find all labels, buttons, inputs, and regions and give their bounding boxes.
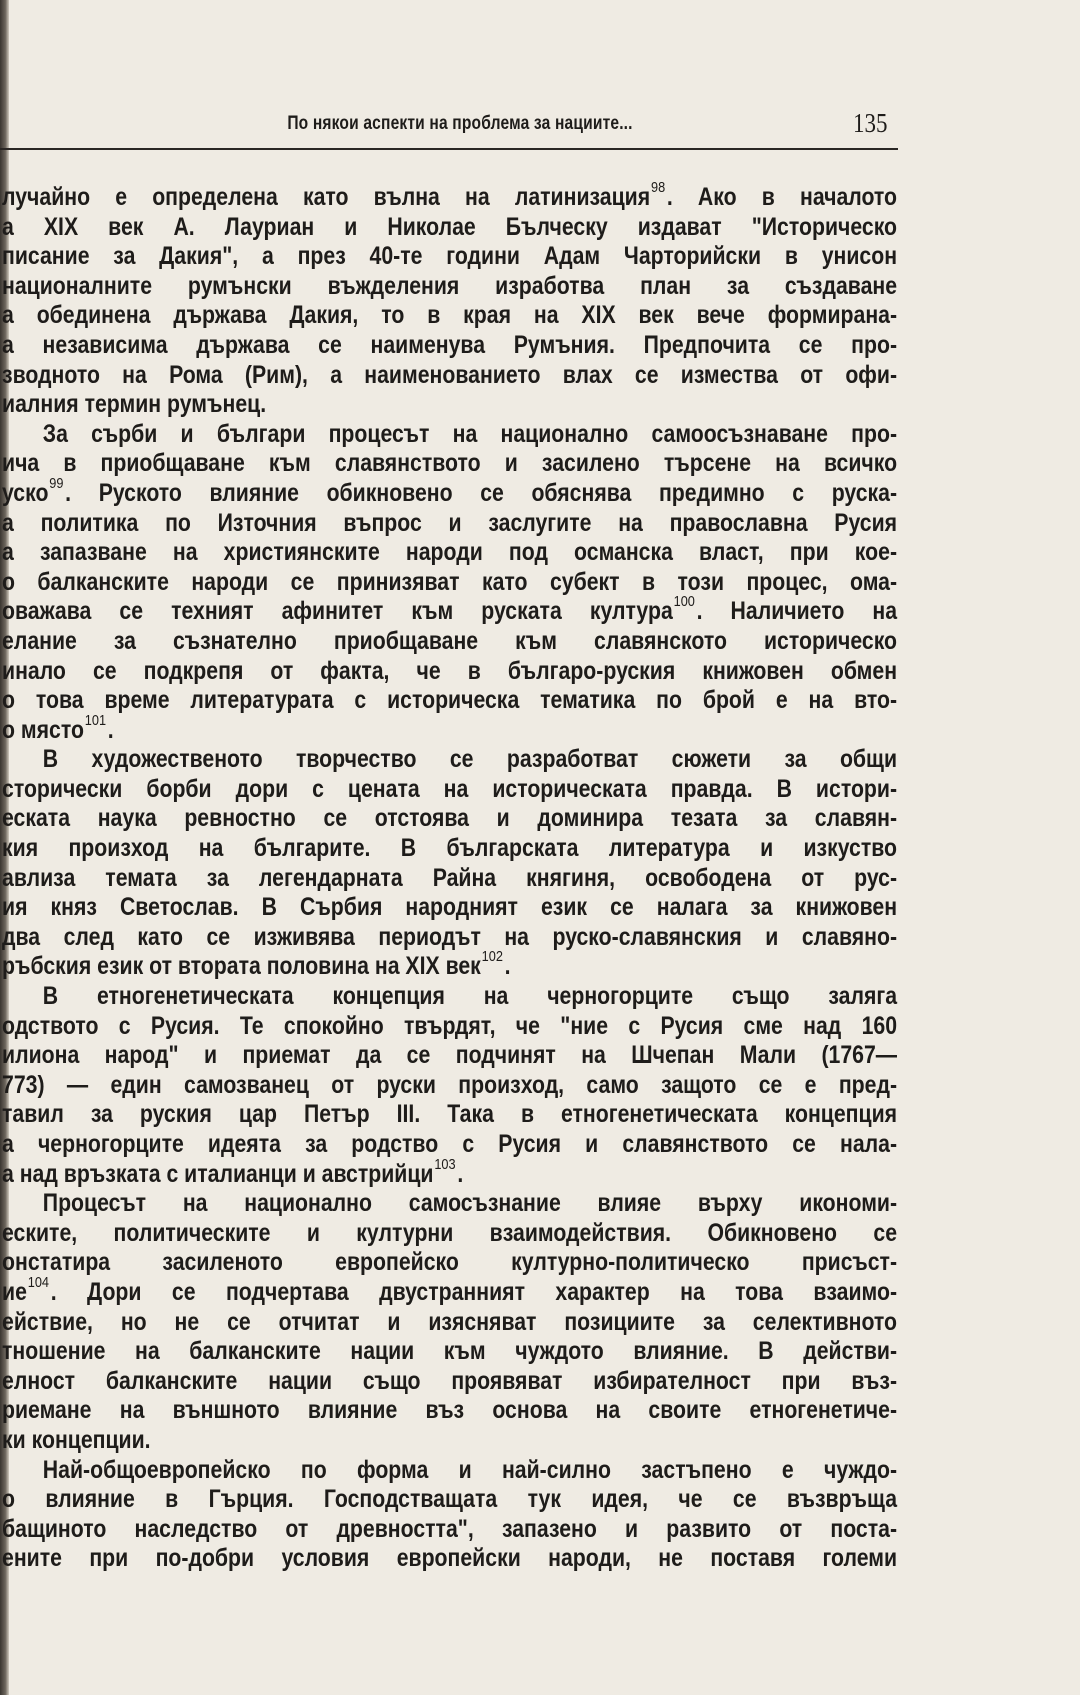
line-text: а XIX век А. Лауриан и Николае Бълческу издават "Историческо [2, 212, 898, 241]
text-line [2, 686, 897, 716]
line-text: писание за Дакия", а през 40-те години Адам Чарторийски в унисон [2, 242, 898, 271]
text-line [2, 745, 897, 775]
footnote-marker: 104 [27, 1273, 50, 1291]
line-text: . Наличието на [696, 597, 898, 626]
text-line [2, 242, 897, 272]
text-line [2, 1100, 897, 1130]
line-text: иалния термин румънец. [2, 390, 267, 419]
line-text: а запазване на християнските народи под османска власт, при кое- [2, 538, 898, 567]
text-line [2, 390, 897, 420]
line-text: а над връзката с италианци и австрийци [2, 1159, 434, 1188]
line-text: тавил за руския цар Петър III. Така в етногенетическата концепция [2, 1100, 898, 1129]
line-text: . Ако в началото [666, 183, 898, 211]
line-text: онстатира засиленото европейско културно-политическо присъст- [2, 1248, 898, 1277]
line-text: ие [2, 1277, 27, 1306]
line-text: лучайно е определена като вълна на латинизация [2, 183, 651, 211]
text-line [2, 1308, 897, 1338]
text-line [2, 1012, 897, 1042]
text-line [2, 804, 897, 834]
line-text: За сърби и българи процесът на национално самоосъзнаване про- [42, 419, 898, 448]
line-text: о балканските народи се принизяват като субект в този процес, ома- [2, 567, 898, 596]
footnote-marker: 98 [650, 179, 666, 196]
text-line [2, 1367, 897, 1397]
text-line [2, 509, 897, 539]
text-line [2, 179, 898, 213]
text-line [2, 474, 898, 509]
text-line [2, 1396, 897, 1426]
line-text: елание за съзнателно приобщаване към славянското историческо [2, 626, 898, 655]
line-text: . [504, 952, 511, 981]
text-line [2, 982, 897, 1012]
line-text: а политика по Източния въпрос и заслугите на православна Русия [2, 508, 898, 537]
line-text: инало се подкрепя от факта, че в българо-руския книжовен обмен [2, 656, 898, 685]
text-line [2, 923, 897, 953]
line-text: уско [2, 478, 49, 507]
line-text: риемане на външното влияние въз основа на своите етногенетиче- [2, 1396, 898, 1425]
text-line [2, 657, 897, 687]
text-line [2, 361, 897, 391]
text-line [2, 301, 897, 331]
text-line [2, 1544, 897, 1574]
text-line [2, 711, 897, 746]
text-line [2, 449, 897, 479]
header-rule [0, 148, 898, 150]
text-line [2, 213, 897, 243]
text-line [2, 1219, 897, 1249]
line-text: сторически борби дори с цената на историческата правда. В истори- [2, 774, 898, 803]
line-text: зводното на Рома (Рим), а наименованието влах се измества от офи- [2, 360, 898, 389]
line-text: 773) — един самозванец от руски произход, само защото се е пред- [2, 1070, 898, 1099]
line-text: В художественото творчество се разработват сюжети за общи [42, 745, 898, 774]
line-text: ки концепции. [2, 1425, 151, 1454]
text-line [2, 1041, 897, 1071]
line-text: еските, политическите и културни взаимодействия. Обикновено се [2, 1218, 898, 1247]
text-line [2, 1273, 898, 1308]
text-line [2, 893, 897, 923]
text-line [2, 1337, 897, 1367]
text-line [2, 272, 897, 302]
line-text: бащиното наследство от древността", запазено и развито от поста- [2, 1514, 898, 1543]
line-text: а обединена държава Дакия, то в края на XIX век вече формирана- [2, 301, 898, 330]
line-text: а независима държава се наименува Румъния. Предпочита се про- [2, 330, 898, 359]
text-line [2, 775, 897, 805]
line-text: . Дори се подчертава двустранният характер на това взаимо- [50, 1277, 898, 1306]
text-line [2, 1515, 897, 1545]
text-line [2, 1155, 897, 1190]
footnote-marker: 103 [434, 1155, 456, 1173]
text-line [2, 593, 898, 627]
text-line [2, 1071, 897, 1101]
line-text: Най-общоевропейско по форма и най-силно застъпено е чуждо- [42, 1455, 898, 1484]
line-text: . [457, 1159, 464, 1188]
text-line [2, 1456, 897, 1486]
line-text: одството с Русия. Те спокойно твърдят, че "ние с Русия сме над 160 [2, 1011, 898, 1040]
line-text: о това време литературата с историческа тематика по брой е на вто- [2, 686, 898, 715]
line-text: ича в приобщаване към славянството и засилено търсене на всичко [2, 449, 898, 478]
line-text: ените при по-добри условия европейски народи, не поставя големи [2, 1544, 898, 1573]
line-text: еската наука ревностно се отстоява и доминира тезата за славян- [2, 804, 898, 833]
text-line [2, 627, 897, 657]
line-text: илиона народ" и приемат да се подчинят на Шчепан Мали (1767— [2, 1041, 898, 1070]
line-text: Процесът на национално самосъзнание влияе върху икономи- [42, 1189, 898, 1218]
body-text [2, 179, 898, 1574]
line-text: елност балканските нации също проявяват избирателност при въз- [2, 1366, 898, 1395]
text-line [2, 864, 897, 894]
line-text: авлиза темата за легендарната Райна княгиня, освободена от рус- [2, 863, 898, 892]
text-line [2, 834, 897, 864]
text-line [2, 948, 897, 982]
footnote-marker: 102 [481, 948, 503, 966]
text-line [2, 538, 897, 568]
page-number: 135 [853, 108, 888, 138]
text-line [2, 1248, 897, 1278]
line-text: . [107, 715, 114, 744]
line-text: ръбския език от втората половина на XIX век [2, 952, 481, 981]
line-text: оважава се техният афинитет към руската култура [2, 597, 673, 626]
line-text: о място [2, 715, 84, 744]
text-line [2, 568, 897, 598]
line-text: ия княз Светослав. В Сърбия народният език се налага за книжовен [2, 893, 898, 922]
footnote-marker: 99 [49, 474, 64, 492]
line-text: ействие, но не се отчитат и изясняват позициите за селективното [2, 1307, 898, 1336]
text-line [2, 331, 897, 361]
line-text: а черногорците идеята за родство с Русия и славянството се нала- [2, 1130, 898, 1158]
text-line [2, 1189, 897, 1219]
text-line [2, 1426, 897, 1456]
line-text: кия произход на българите. В българската литература и изкуство [2, 834, 898, 863]
text-line [2, 420, 897, 450]
line-text: два след като се изживява периодът на руско-славянския и славяно- [2, 922, 898, 951]
line-text: националните румънски въжделения изработва план за създаване [2, 271, 898, 300]
line-text: . Руското влияние обикновено се обяснява предимно с руска- [65, 478, 898, 507]
line-text: о влияние в Гърция. Господстващата тук идея, че се възвръща [2, 1485, 898, 1514]
footnote-marker: 101 [84, 711, 107, 729]
footnote-marker: 100 [673, 593, 695, 611]
line-text: тношение на балканските нации към чуждото влияние. В действи- [2, 1337, 898, 1366]
running-header: По някои аспекти на проблема за нациите... [287, 113, 633, 134]
text-line [2, 1485, 897, 1515]
line-text: В етногенетическата концепция на черногорците също заляга [42, 982, 898, 1011]
